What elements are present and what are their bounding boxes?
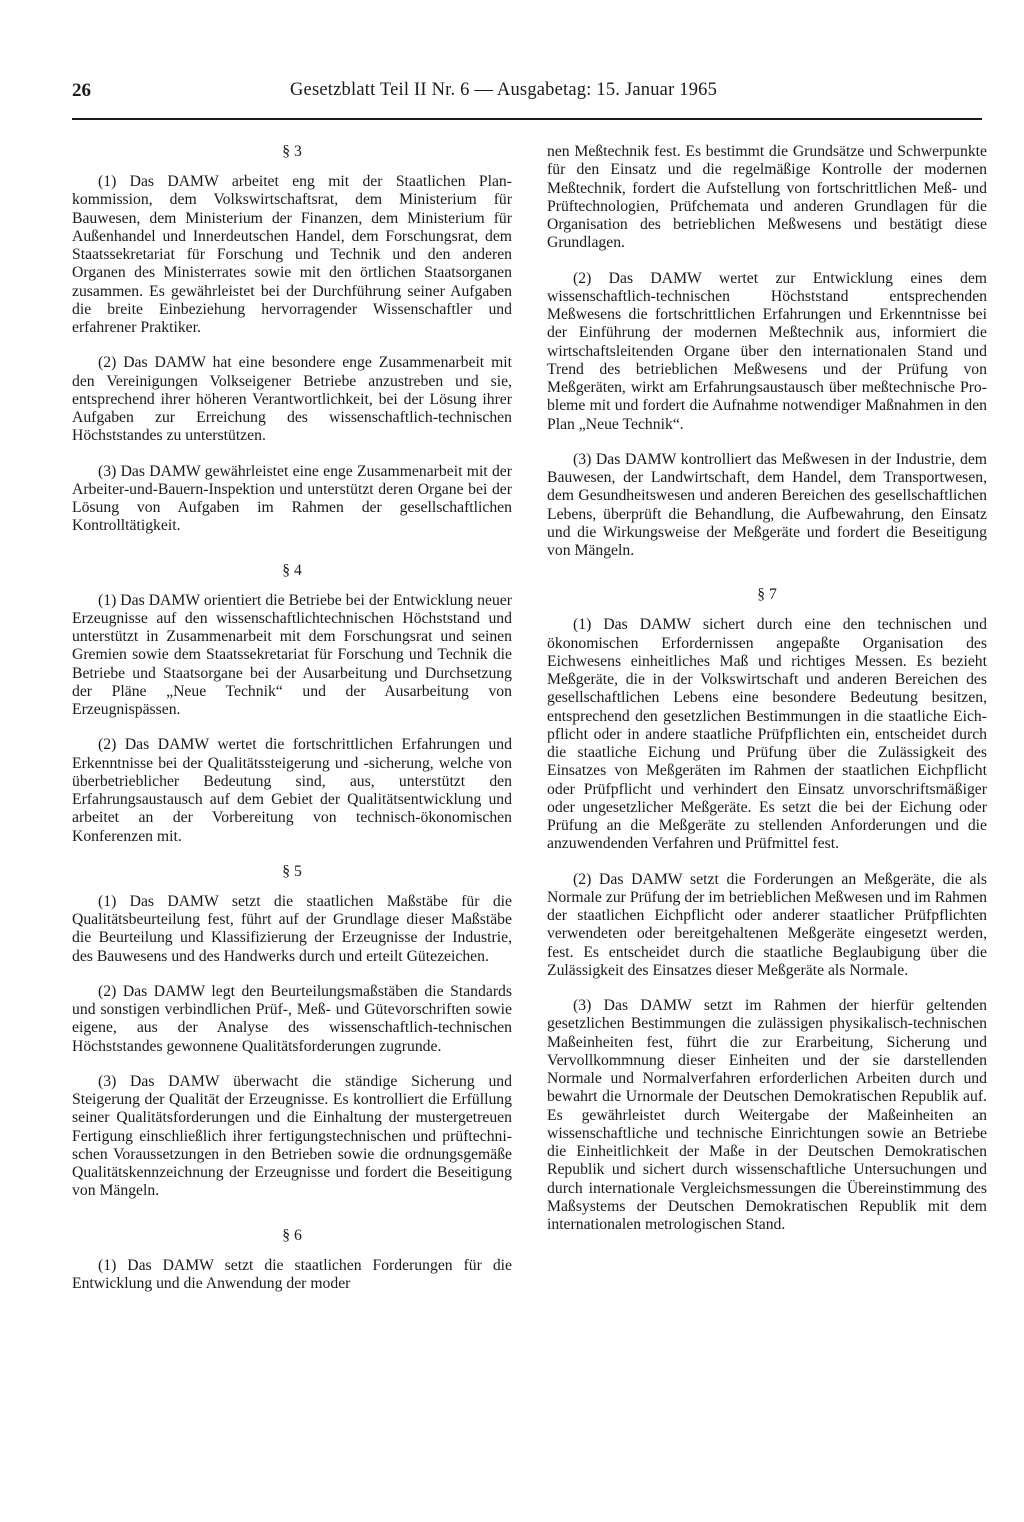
paragraph: (1) Das DAMW orientiert die Betriebe bei der Entwicklung neuer Erzeugnisse auf den wissenschaftlichtechnischen Höchststand und unterstützt in Zusammenarbeit mit dem Forschungsrat und seinen Gremien sowie dem Staatssekretariat für Forschung und Technik die Betriebe und Staatsorgane bei der Ausarbeitung und Durchsetzung der Pläne „Neue Technik“ und der Ausarbeitung von Erzeugnispässen. xyxy=(72,591,512,718)
section-heading-7: § 7 xyxy=(757,586,777,604)
page-number: 26 xyxy=(72,80,91,101)
paragraph: (3) Das DAMW kontrolliert das Meßwesen in der Industrie, dem Bauwesen, der Landwirtschaft, dem Handel, dem Transportwesen, dem Gesundheitswesen und anderen Bereichen des gesellschaftlichen Lebens, überprüft die Behandlung, die Aufbewahrung, den Einsatz und die Wirkungsweise der Meßgeräte und fordert die Beseitigung von Mängeln. xyxy=(547,450,987,559)
section-heading-5: § 5 xyxy=(282,862,302,880)
paragraph: (2) Das DAMW legt den Beurteilungsmaßstäben die Standards und sonstigen verbindlichen Prüf-, Meß- und Gütevorschriften sowie eigene, aus der Analyse des wissenschaftlich-technischen Höchststandes gewonnene Qualitätsforderungen zugrunde. xyxy=(72,982,512,1055)
paragraph: (3) Das DAMW gewährleistet eine enge Zusammenarbeit mit der Arbeiter-und-Bauern-Inspektion und unterstützt deren Organe bei der Lösung von Aufgaben im Rahmen der gesellschaftlichen Kontrolltätigkeit. xyxy=(72,462,512,535)
section-heading-3: § 3 xyxy=(282,143,302,160)
paragraph: (3) Das DAMW setzt im Rahmen der hierfür geltenden gesetzlichen Bestimmungen die zulässigen physikalisch-technischen Maßeinheiten fest, führt die zur Erarbeitung, Sicherung und Vervollkommnung dieser Einheiten und der sie darstellenden Normale und Normalverfahren erforderlichen Arbeiten durch und bewahrt die Urnormale der Deutschen Demokratischen Republik auf. Es gewährleistet durch Weitergabe der Maßeinheiten an wissenschaftliche und technische Einrichtungen sowie an Betriebe die Einheitlichkeit der Maße in der Deutschen Demokratischen Republik und sichert durch wissenschaftliche Untersuchungen und durch internationale Vergleichsmessungen die Übereinstimmung des Maßsystems der Deutschen Demokratischen Republik mit dem internationalen metrologischen Stand. xyxy=(547,997,987,1233)
section-heading-4: § 4 xyxy=(282,561,302,579)
paragraph: (2) Das DAMW wertet zur Entwicklung eines dem wissenschaftlich-technischen Höchststand entsprechenden Meßwesens die fortschrittlichen Erfahrungen und Erkenntnisse bei der Einführung der modernen Meßtechnik aus, informiert die wirtschaftsleitenden Organe über den internationalen Stand und Trend des betrieblichen Meßwesens und der Prüfung von Meßgeräten, wirkt am Erfahrungsaustausch über meßtechnische Probleme mit und fordert die Aufnahme notwendiger Maßnahmen in den Plan „Neue Technik“. xyxy=(547,269,987,433)
paragraph: (3) Das DAMW überwacht die ständige Sicherung und Steigerung der Qualität der Erzeugnisse. Es kontrolliert die Erfüllung seiner Qualitätsforderungen und die Einhaltung der mustergetreuen Fertigung einschließlich ihrer fertigungstechnischen und prüftechnischen Voraussetzungen in den Betrieben sowie die ordnungsgemäße Qualitätskennzeichnung der Erzeugnisse und fordert die Beseitigung von Mängeln. xyxy=(72,1072,512,1200)
header-rule xyxy=(72,118,982,120)
paragraph: (2) Das DAMW setzt die Forderungen an Meßgeräte, die als Normale zur Prüfung der im betrieblichen Meßwesen und im Rahmen der staatlichen Eichpflicht oder anderer staatlicher Prüfpflichten verwendeten oder bereitgehaltenen Meßgeräte eingesetzt werden, fest. Es entscheidet durch die staatliche Beglaubigung über die Zulässigkeit des Einsatzes dieser Meßgeräte als Normale. xyxy=(547,870,987,979)
paragraph: (2) Das DAMW wertet die fortschrittlichen Erfahrungen und Erkenntnisse bei der Qualitätssteigerung und -sicherung, welche von überbetrieblicher Bedeutung sind, aus, unterstützt den Erfahrungsaustausch auf dem Gebiet der Qualitätsentwicklung und arbeitet an der Vorbereitung von technisch-ökonomischen Konferenzen mit. xyxy=(72,736,512,845)
paragraph: (2) Das DAMW hat eine besondere enge Zusammenarbeit mit den Vereinigungen Volkseigener Betriebe anzustreben und sie, entsprechend ihrer höheren Verantwortlichkeit, bei der Lösung ihrer Aufgaben zur Erreichung des wissenschaftlich-technischen Höchststandes zu unterstützen. xyxy=(72,354,512,445)
left-column xyxy=(72,143,512,1310)
running-head: Gesetzblatt Teil II Nr. 6 — Ausgabetag: 15. Januar 1965 xyxy=(290,80,718,100)
paragraph: (1) Das DAMW sichert durch eine den technischen und ökonomischen Erfordernissen angepaßte Organisation des Eichwesens einheitliches Maß und richtiges Messen. Es bezieht Meßgeräte, die in der Volkswirtschaft und anderen Bereichen des gesellschaftlichen Lebens eine besondere Bedeutung besitzen, entsprechend den gesetzlichen Bestimmungen in die staatliche Eichpflicht oder in andere staatliche Prüfpflichten ein, entscheidet durch die staatliche Eichung und Prüfung über die Zulässigkeit des Einsatzes von Meßgeräten im Rahmen der staatlichen Eichpflicht oder Prüfpflicht und verhindert den Einsatz unvorschriftsmäßiger oder ungesetzlicher Meßgeräte. Es setzt die bei der Eichung oder Prüfung an die Meßgeräte zu stellenden Anforderungen und die anzuwendenden Verfahren und Prüfmittel fest. xyxy=(547,616,987,853)
section-heading-6: § 6 xyxy=(282,1226,302,1244)
right-column xyxy=(547,143,987,1251)
paragraph: (1) Das DAMW arbeitet eng mit der Staatlichen Plankommission, dem Volkswirtschaftsrat, dem Ministerium für Bauwesen, dem Ministerium der Finanzen, dem Ministerium für Außenhandel und Innerdeutschen Handel, dem Forschungsrat, dem Staatssekretariat für Forschung und Technik und den anderen Organen des Ministerrates sowie mit den örtlichen Staatsorganen zusammen. Es gewährleistet bei der Durchführung seiner Aufgaben die breite Einbeziehung hervorragender Wissenschaftler und erfahrener Praktiker. xyxy=(72,173,512,336)
paragraph: (1) Das DAMW setzt die staatlichen Maßstäbe für die Qualitätsbeurteilung fest, führt auf der Grundlage dieser Maßstäbe die Beurteilung und Klassifizierung der Erzeugnisse der Industrie, des Bauwesens und des Handwerks durch und erteilt Gütezeichen. xyxy=(72,892,512,965)
paragraph-continued: nen Meßtechnik fest. Es bestimmt die Grundsätze und Schwerpunkte für den Einsatz und die regelmäßige Kontrolle der modernen Meßtechnik, fordert die Aufstellung von fortschrittlichen Meß- und Prüftechnologien, Prüfchemata und anderen Grundlagen für die Organisation des betrieblichen Meßwesens und bestätigt diese Grundlagen. xyxy=(547,143,987,252)
paragraph: (1) Das DAMW setzt die staatlichen Forderungen für die Entwicklung und die Anwendung der moder xyxy=(72,1256,512,1292)
